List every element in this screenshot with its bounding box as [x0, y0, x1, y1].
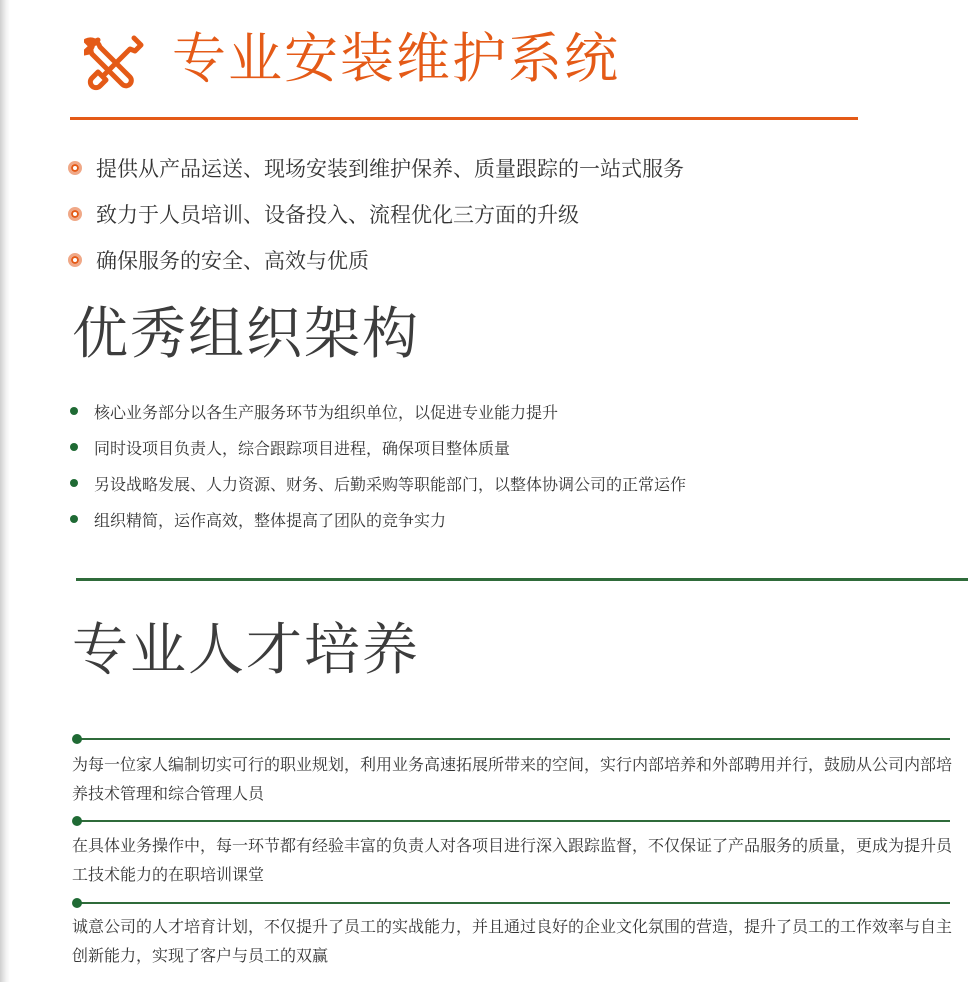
list-item-text: 确保服务的安全、高效与优质 [96, 249, 369, 273]
timeline-divider [80, 820, 950, 822]
list-item-text: 另设战略发展、人力资源、财务、后勤采购等职能部门，以整体协调公司的正常运作 [94, 474, 687, 494]
dot-bullet-icon [70, 407, 78, 415]
ring-bullet-icon [68, 207, 82, 221]
list-item [70, 429, 686, 465]
section-divider [70, 117, 858, 120]
timeline-dot-icon [72, 816, 82, 826]
section-title-talent: 专业人才培养 [72, 618, 420, 683]
organization-feature-list [70, 393, 686, 537]
section-divider [76, 578, 968, 581]
timeline-dot-icon [72, 898, 82, 908]
page-left-edge-shadow [0, 0, 10, 982]
list-item [68, 145, 684, 191]
timeline-divider [80, 902, 950, 904]
list-item-text: 核心业务部分以各生产服务环节为组织单位，以促进专业能力提升 [94, 402, 559, 422]
list-item-text: 组织精简，运作高效，整体提高了团队的竞争实力 [94, 510, 447, 530]
dot-bullet-icon [70, 479, 78, 487]
ring-bullet-icon [68, 253, 82, 267]
list-item-text: 提供从产品运送、现场安装到维护保养、质量跟踪的一站式服务 [96, 157, 684, 181]
dot-bullet-icon [70, 515, 78, 523]
timeline-divider [80, 738, 950, 740]
installation-feature-list [68, 145, 684, 283]
list-item [70, 393, 686, 429]
list-item [70, 465, 686, 501]
list-item [68, 191, 684, 237]
section-title-installation: 专业安装维护系统 [172, 27, 620, 90]
talent-paragraph: 在具体业务操作中，每一环节都有经验丰富的负责人对各项目进行深入跟踪监督，不仅保证了产品服务的质量，更成为提升员工技术能力的在职培训课堂 [72, 836, 953, 884]
list-item [70, 501, 686, 537]
talent-paragraph: 诚意公司的人才培育计划，不仅提升了员工的实战能力，并且通过良好的企业文化氛围的营造，提升了员工的工作效率与自主创新能力，实现了客户与员工的双赢 [72, 917, 953, 965]
list-item [68, 237, 684, 283]
timeline-dot-icon [72, 734, 82, 744]
list-item-text: 致力于人员培训、设备投入、流程优化三方面的升级 [96, 203, 579, 227]
wrench-screwdriver-icon [84, 30, 148, 94]
list-item-text: 同时设项目负责人，综合跟踪项目进程，确保项目整体质量 [94, 438, 511, 458]
ring-bullet-icon [68, 161, 82, 175]
talent-paragraph: 为每一位家人编制切实可行的职业规划，利用业务高速拓展所带来的空间，实行内部培养和外部聘用并行，鼓励从公司内部培养技术管理和综合管理人员 [72, 755, 953, 803]
dot-bullet-icon [70, 443, 78, 451]
section-title-organization: 优秀组织架构 [72, 302, 420, 367]
